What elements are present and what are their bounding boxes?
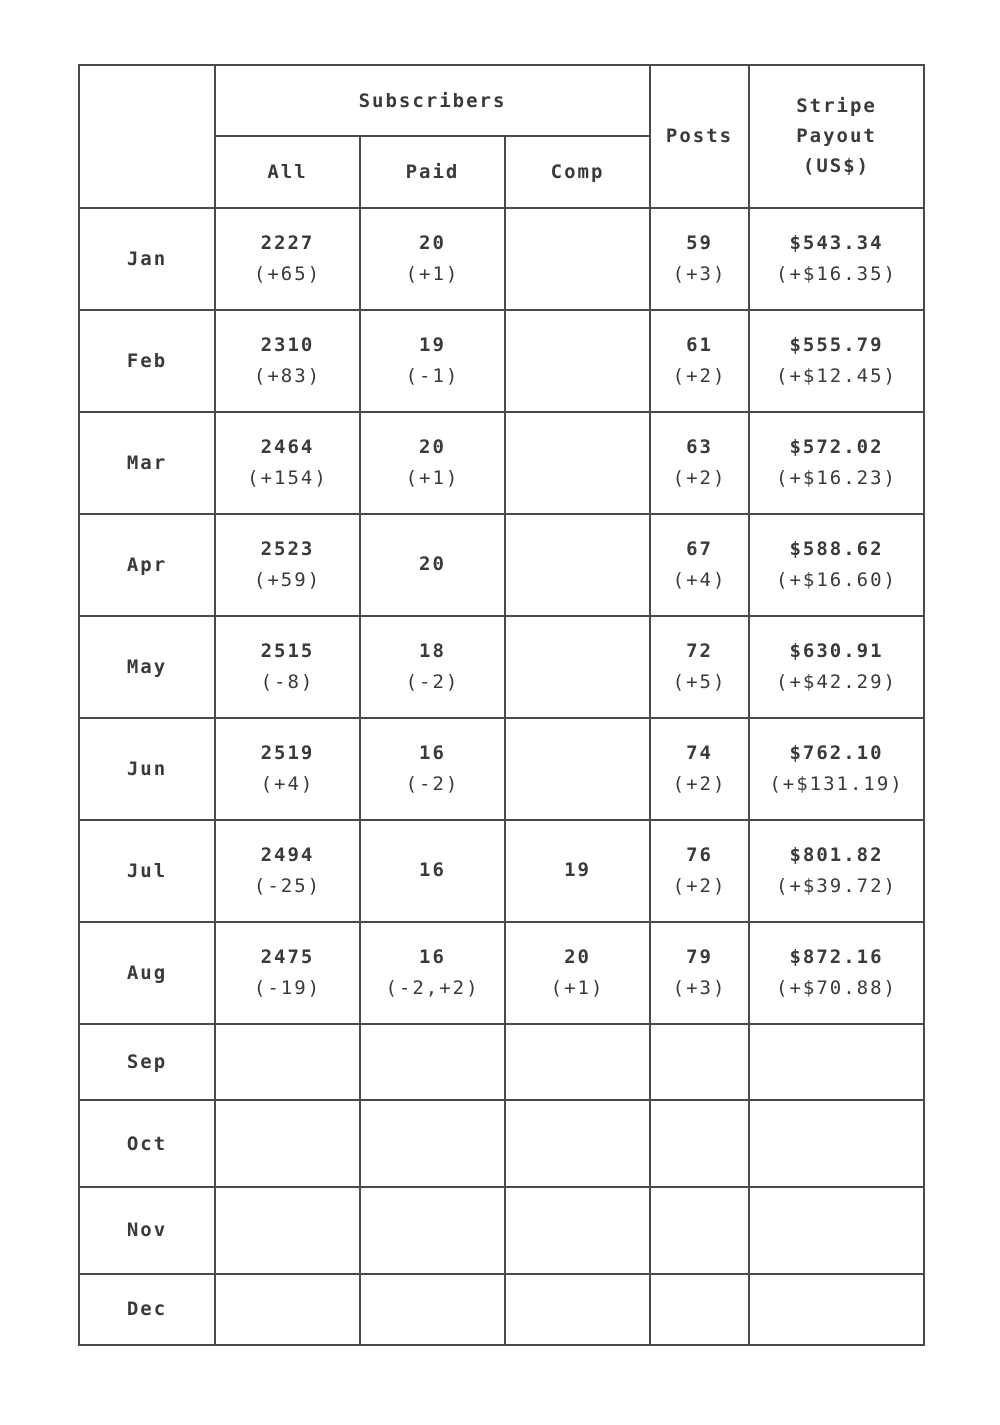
posts-value: 79 (686, 945, 713, 968)
comp-cell (505, 820, 650, 922)
blank-cell (505, 1274, 650, 1345)
comp-cell (505, 718, 650, 820)
payout-value: $588.62 (789, 537, 884, 560)
month-label: Aug (126, 961, 168, 984)
payout-header-line-3: (US$) (802, 155, 871, 178)
all-value: 2515 (260, 639, 315, 662)
posts-cell (650, 412, 749, 514)
table-row (79, 310, 924, 412)
paid-change: (-1) (405, 364, 460, 387)
table-row (79, 820, 924, 922)
all-cell (215, 922, 360, 1024)
month-label: Feb (126, 349, 168, 372)
data-rows (79, 208, 924, 1024)
posts-change: (+2) (672, 466, 727, 489)
blank-cell (650, 1100, 749, 1187)
table-row (79, 922, 924, 1024)
posts-cell (650, 718, 749, 820)
payout-change: (+$12.45) (776, 364, 897, 387)
paid-cell (360, 514, 505, 616)
comp-cell (505, 514, 650, 616)
posts-cell (650, 514, 749, 616)
blank-cell (749, 1024, 924, 1100)
month-cell (79, 514, 215, 616)
all-value: 2310 (260, 333, 315, 356)
paid-value: 20 (419, 553, 446, 576)
month-cell (79, 1187, 215, 1274)
month-label: Mar (126, 451, 168, 474)
payout-change: (+$39.72) (776, 874, 897, 897)
subscriber-log-sheet (78, 64, 923, 1346)
posts-cell (650, 208, 749, 310)
month-label: Jul (126, 859, 168, 882)
all-cell (215, 718, 360, 820)
blank-cell (749, 1274, 924, 1345)
payout-value: $801.82 (789, 843, 884, 866)
all-header-label: All (267, 161, 308, 184)
comp-value: 20 (564, 945, 591, 968)
payout-header (749, 65, 924, 208)
comp-cell (505, 616, 650, 718)
blank-cell (505, 1100, 650, 1187)
table-row (79, 1274, 924, 1345)
month-cell (79, 922, 215, 1024)
paid-cell (360, 208, 505, 310)
month-cell (79, 1024, 215, 1100)
posts-value: 61 (686, 333, 713, 356)
table-row (79, 616, 924, 718)
paid-cell (360, 310, 505, 412)
blank-cell (505, 1187, 650, 1274)
all-value: 2464 (260, 435, 315, 458)
paid-change: (-2) (405, 670, 460, 693)
paid-change: (-2) (405, 772, 460, 795)
paid-cell (360, 412, 505, 514)
posts-change: (+3) (672, 262, 727, 285)
payout-value: $762.10 (789, 741, 884, 764)
posts-header-label: Posts (665, 125, 734, 148)
paid-value: 18 (419, 639, 446, 662)
posts-value: 72 (686, 639, 713, 662)
all-change: (+154) (247, 466, 328, 489)
paid-change: (+1) (405, 262, 460, 285)
blank-cell (360, 1024, 505, 1100)
payout-value: $872.16 (789, 945, 884, 968)
all-cell (215, 616, 360, 718)
paid-change: (-2,+2) (385, 976, 480, 999)
month-cell (79, 718, 215, 820)
month-cell (79, 208, 215, 310)
paid-value: 20 (419, 231, 446, 254)
paid-value: 20 (419, 435, 446, 458)
posts-cell (650, 310, 749, 412)
corner-cell (79, 65, 215, 208)
all-change: (+59) (253, 568, 322, 591)
payout-value: $572.02 (789, 435, 884, 458)
header-row-top (79, 65, 924, 136)
all-change: (+4) (260, 772, 315, 795)
paid-value: 16 (419, 741, 446, 764)
payout-value: $543.34 (789, 231, 884, 254)
posts-change: (+5) (672, 670, 727, 693)
month-label: Oct (126, 1132, 168, 1155)
month-cell (79, 616, 215, 718)
month-cell (79, 412, 215, 514)
posts-value: 59 (686, 231, 713, 254)
blank-cell (215, 1187, 360, 1274)
paid-cell (360, 922, 505, 1024)
payout-cell (749, 514, 924, 616)
posts-change: (+4) (672, 568, 727, 591)
comp-change: (+1) (550, 976, 605, 999)
payout-cell (749, 718, 924, 820)
all-change: (+65) (253, 262, 322, 285)
all-value: 2494 (260, 843, 315, 866)
payout-header-line-1: Stripe (796, 95, 877, 118)
payout-header-line-2: Payout (796, 125, 877, 148)
table-row (79, 412, 924, 514)
month-label: Sep (126, 1050, 168, 1073)
paid-header-label: Paid (405, 161, 460, 184)
posts-cell (650, 820, 749, 922)
paid-cell (360, 616, 505, 718)
all-value: 2519 (260, 741, 315, 764)
month-label: Jun (126, 757, 168, 780)
blank-cell (749, 1187, 924, 1274)
posts-change: (+2) (672, 772, 727, 795)
comp-cell (505, 412, 650, 514)
payout-change: (+$70.88) (776, 976, 897, 999)
all-change: (-19) (253, 976, 322, 999)
payout-value: $630.91 (789, 639, 884, 662)
posts-value: 76 (686, 843, 713, 866)
payout-cell (749, 922, 924, 1024)
month-cell (79, 1274, 215, 1345)
payout-change: (+$42.29) (776, 670, 897, 693)
month-cell (79, 310, 215, 412)
blank-cell (215, 1274, 360, 1345)
table-row (79, 514, 924, 616)
posts-change: (+2) (672, 874, 727, 897)
blank-cell (650, 1024, 749, 1100)
blank-cell (505, 1024, 650, 1100)
blank-cell (360, 1274, 505, 1345)
payout-cell (749, 820, 924, 922)
posts-header (650, 65, 749, 208)
month-label: Dec (126, 1298, 168, 1321)
table-row (79, 1100, 924, 1187)
comp-cell (505, 208, 650, 310)
subscribers-header-label: Subscribers (358, 89, 507, 112)
all-header (215, 136, 360, 207)
blank-cell (360, 1187, 505, 1274)
payout-change: (+$16.23) (776, 466, 897, 489)
blank-cell (215, 1024, 360, 1100)
month-label: May (126, 655, 168, 678)
all-cell (215, 820, 360, 922)
blank-cell (650, 1274, 749, 1345)
all-cell (215, 310, 360, 412)
month-label: Nov (126, 1219, 168, 1242)
payout-cell (749, 412, 924, 514)
paid-value: 16 (419, 945, 446, 968)
all-value: 2475 (260, 945, 315, 968)
blank-cell (650, 1187, 749, 1274)
paid-cell (360, 718, 505, 820)
month-label: Apr (126, 553, 168, 576)
all-cell (215, 412, 360, 514)
blank-cell (215, 1100, 360, 1187)
comp-value: 19 (564, 859, 591, 882)
table-row (79, 718, 924, 820)
posts-cell (650, 922, 749, 1024)
table-row (79, 208, 924, 310)
payout-value: $555.79 (789, 333, 884, 356)
all-cell (215, 208, 360, 310)
blank-cell (360, 1100, 505, 1187)
month-cell (79, 820, 215, 922)
posts-value: 67 (686, 537, 713, 560)
all-value: 2523 (260, 537, 315, 560)
monthly-stats-table (78, 64, 925, 1346)
month-cell (79, 1100, 215, 1187)
paid-value: 19 (419, 333, 446, 356)
payout-cell (749, 208, 924, 310)
posts-value: 74 (686, 741, 713, 764)
posts-value: 63 (686, 435, 713, 458)
posts-cell (650, 616, 749, 718)
all-change: (-25) (253, 874, 322, 897)
payout-change: (+$16.35) (776, 262, 897, 285)
comp-cell (505, 922, 650, 1024)
all-cell (215, 514, 360, 616)
table-row (79, 1024, 924, 1100)
all-value: 2227 (260, 231, 315, 254)
comp-header-label: Comp (550, 161, 605, 184)
paid-change: (+1) (405, 466, 460, 489)
payout-change: (+$16.60) (776, 568, 897, 591)
subscribers-header (215, 65, 650, 136)
blank-cell (749, 1100, 924, 1187)
payout-cell (749, 310, 924, 412)
month-label: Jan (126, 247, 168, 270)
all-change: (-8) (260, 670, 315, 693)
paid-value: 16 (419, 859, 446, 882)
posts-change: (+2) (672, 364, 727, 387)
payout-cell (749, 616, 924, 718)
payout-change: (+$131.19) (769, 772, 904, 795)
table-row (79, 1187, 924, 1274)
paid-cell (360, 820, 505, 922)
posts-change: (+3) (672, 976, 727, 999)
paid-header (360, 136, 505, 207)
empty-rows (79, 1024, 924, 1345)
all-change: (+83) (253, 364, 322, 387)
comp-cell (505, 310, 650, 412)
comp-header (505, 136, 650, 207)
